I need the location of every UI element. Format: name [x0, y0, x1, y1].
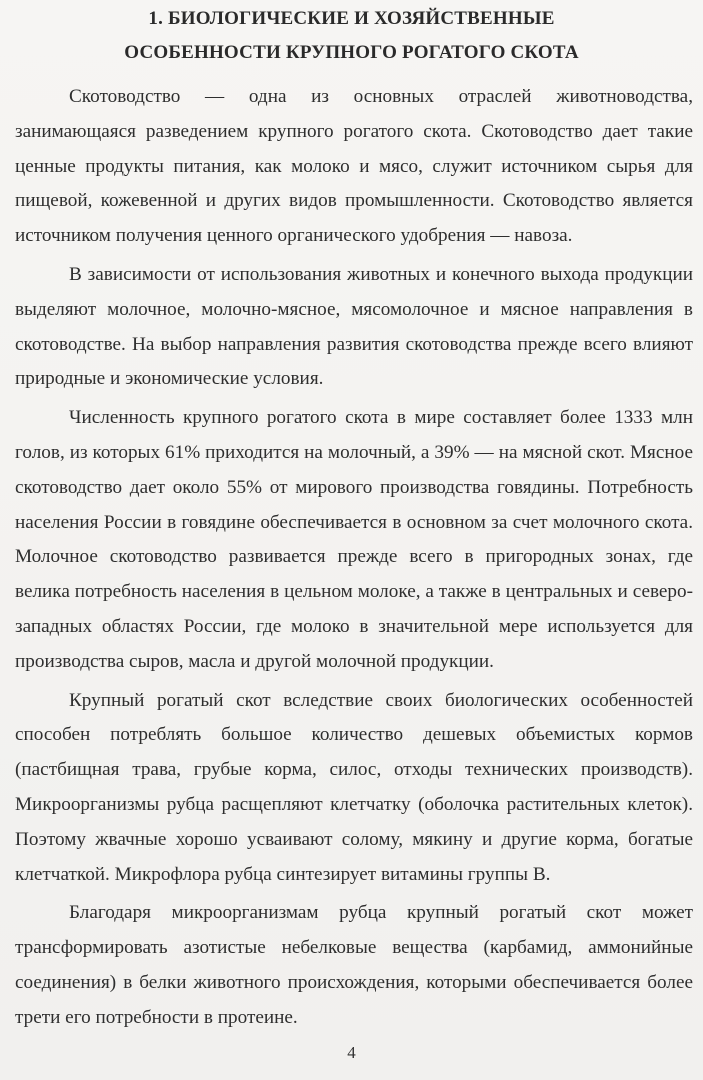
body-text — [15, 80, 693, 1040]
paragraph: Крупный рогатый скот вследствие своих биологических особенностей способен потреблять большое количество дешевых объемистых кормов (пастбищная трава, грубые корма, силос, отходы технических производств). Микроорганизмы рубца расщепляют клетчатку (оболочка растительных клеток). Поэтому жвачные хорошо усваивают солому, мякину и другие корма, богатые клетчаткой. Микрофлора рубца синтезирует витамины группы В. — [15, 689, 693, 885]
paragraph: Благодаря микроорганизмам рубца крупный рогатый скот может трансформировать азотистые небелковые вещества (карбамид, аммонийные соединения) в белки животного происхождения, которыми обеспечивается более трети его потребности в протеине. — [15, 902, 693, 1028]
paragraph: В зависимости от использования животных и конечного выхода продукции выделяют молочное, молочно-мясное, мясомолочное и мясное направления в скотоводстве. На выбор направления развития скотоводства прежде всего влияют природные и экономические условия. — [15, 263, 693, 390]
section-title-line-2: ОСОБЕННОСТИ КРУПНОГО РОГАТОГО СКОТА — [124, 42, 579, 63]
paragraph: Скотоводство — одна из основных отраслей животноводства, занимающаяся разведением крупного рогатого скота. Скотоводство дает такие ценные продукты питания, как молоко и мясо, служит источником сырья для пищевой, кожевенной и других видов промышленности. Скотоводство является источником получения ценного органического удобрения — навоза. — [15, 86, 693, 247]
page-number: 4 — [347, 1043, 356, 1062]
section-title-line-1: 1. БИОЛОГИЧЕСКИЕ И ХОЗЯЙСТВЕННЫЕ — [148, 8, 555, 29]
paragraph: Численность крупного рогатого скота в мире составляет более 1333 млн голов, из которых 61% приходится на молочный, а 39% — на мясной скот. Мясное скотоводство дает около 55% от мирового производства говядины. Потребность населения России в говядине обеспечивается в основном за счет молочного скота. Молочное скотоводство развивается прежде всего в пригородных зонах, где велика потребность населения в цельном молоке, а также в центральных и северо-западных областях России, где молоко в значительной мере используется для производства сыров, масла и другой молочной продукции. — [15, 407, 693, 672]
